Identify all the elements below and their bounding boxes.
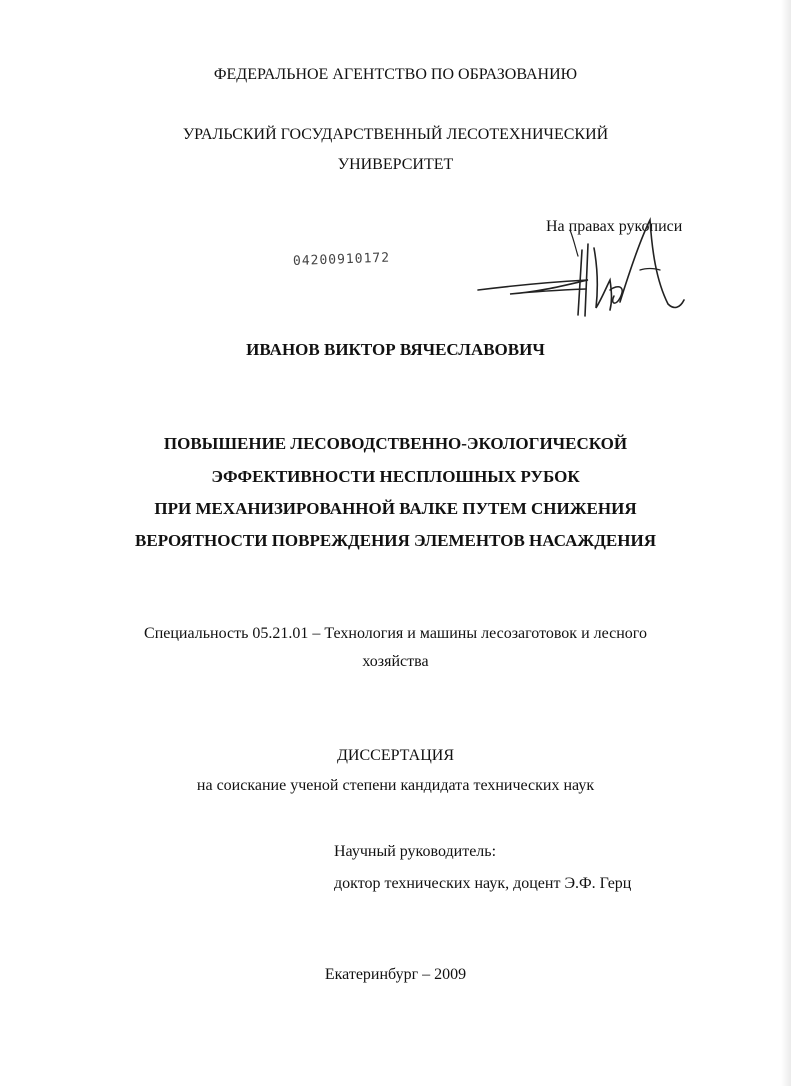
university-name-line2: УНИВЕРСИТЕТ bbox=[337, 156, 454, 173]
signature bbox=[470, 210, 700, 320]
specialty-line2: хозяйства bbox=[362, 653, 429, 670]
serial-number-stamp: 04200910172 bbox=[292, 250, 391, 269]
dissertation-title-line4: ВЕРОЯТНОСТИ ПОВРЕЖДЕНИЯ ЭЛЕМЕНТОВ НАСАЖДЕНИЯ bbox=[135, 531, 656, 550]
dissertation-label: ДИССЕРТАЦИЯ bbox=[337, 747, 454, 764]
degree-description: на соискание ученой степени кандидата технических наук bbox=[196, 777, 595, 794]
agency-name: ФЕДЕРАЛЬНОЕ АГЕНТСТВО ПО ОБРАЗОВАНИЮ bbox=[213, 66, 578, 83]
manuscript-note: На правах рукописи bbox=[546, 218, 683, 235]
dissertation-title-line2: ЭФФЕКТИВНОСТИ НЕСПЛОШНЫХ РУБОК bbox=[211, 467, 580, 486]
university-name-line1: УРАЛЬСКИЙ ГОСУДАРСТВЕННЫЙ ЛЕСОТЕХНИЧЕСКИЙ bbox=[182, 126, 609, 143]
supervisor-name: доктор технических наук, доцент Э.Ф. Герц bbox=[334, 875, 632, 892]
dissertation-title-line1: ПОВЫШЕНИЕ ЛЕСОВОДСТВЕННО-ЭКОЛОГИЧЕСКОЙ bbox=[163, 434, 628, 453]
specialty-line1: Специальность 05.21.01 – Технология и машины лесозаготовок и лесного bbox=[144, 625, 647, 642]
dissertation-title-line3: ПРИ МЕХАНИЗИРОВАННОЙ ВАЛКЕ ПУТЕМ СНИЖЕНИЯ bbox=[154, 499, 637, 518]
author-name: ИВАНОВ ВИКТОР ВЯЧЕСЛАВОВИЧ bbox=[246, 340, 545, 359]
supervisor-label: Научный руководитель: bbox=[334, 843, 497, 860]
city-year: Екатеринбург – 2009 bbox=[324, 966, 467, 983]
scan-edge-shadow bbox=[781, 0, 791, 1086]
